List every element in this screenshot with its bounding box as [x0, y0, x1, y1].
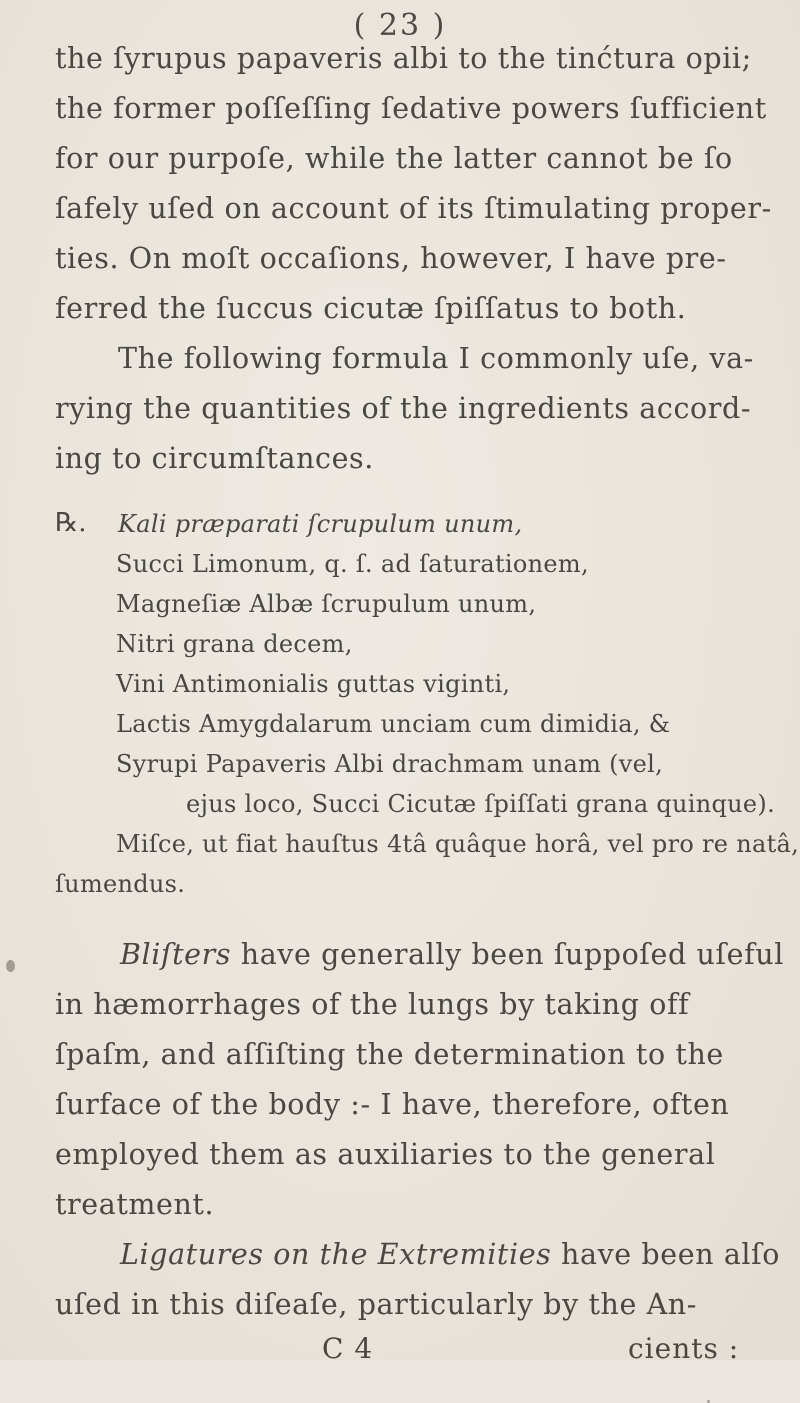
body-line: ſpaſm, and aſſiſting the determination to the [55, 1038, 724, 1071]
body-line: ing to circumſtances. [55, 442, 374, 475]
body-line: treatment. [55, 1188, 215, 1221]
body-line [120, 938, 784, 971]
recipe-symbol: ℞. [55, 508, 87, 538]
body-line: uſed in this diſeaſe, particularly by the An- [55, 1288, 697, 1321]
prescription-line: Lactis Amygdalarum unciam cum dimidia, & [116, 710, 671, 738]
body-text: have generally been ſuppoſed uſeful [231, 938, 784, 971]
prescription-line: Succi Limonum, q. ſ. ad ſaturationem, [116, 550, 589, 578]
ink-spot [6, 960, 15, 972]
body-line: employed them as auxiliaries to the general [55, 1138, 716, 1171]
page-number: ( 23 ) [353, 8, 447, 43]
prescription-line: ejus loco, Succi Cicutæ ſpiſſati grana quinque). [186, 790, 776, 818]
body-line: the former poſſeſſing ſedative powers ſufficient [55, 92, 767, 125]
lead-word: Bliſters [120, 938, 232, 971]
body-line: ſafely uſed on account of its ſtimulating proper- [55, 192, 772, 225]
prescription-line: Miſce, ut fiat hauſtus 4tâ quâque horâ, vel pro re natâ, [116, 830, 800, 858]
body-line: The following formula I commonly uſe, va- [118, 342, 754, 375]
body-line [120, 1238, 780, 1271]
lead-phrase: Ligatures on the Extremities [120, 1238, 552, 1271]
catchword: cients : [628, 1332, 740, 1365]
body-line: rying the quantities of the ingredients accord- [55, 392, 752, 425]
body-text: have been alſo [551, 1238, 781, 1271]
prescription-line: Nitri grana decem, [116, 630, 353, 658]
prescription-line: Syrupi Papaveris Albi drachmam unam (vel, [116, 750, 664, 778]
body-line: in hæmorrhages of the lungs by taking off [55, 988, 690, 1021]
prescription-line: ſumendus. [55, 870, 186, 898]
body-line: ferred the ſuccus cicutæ ſpiſſatus to both. [55, 292, 687, 325]
body-line: the ſyrupus papaveris albi to the tinćtura opii; [55, 42, 752, 75]
prescription-line: Kali præparati ſcrupulum unum, [118, 510, 523, 538]
body-line: ties. On moſt occaſions, however, I have pre- [55, 242, 727, 275]
body-line: ſurface of the body :- I have, therefore, often [55, 1088, 730, 1121]
signature-mark: C 4 [322, 1332, 374, 1365]
body-line: for our purpoſe, while the latter cannot be ſo [55, 142, 733, 175]
prescription-line: Vini Antimonialis guttas viginti, [116, 670, 511, 698]
prescription-line: Magneſiæ Albæ ſcrupulum unum, [116, 590, 537, 618]
